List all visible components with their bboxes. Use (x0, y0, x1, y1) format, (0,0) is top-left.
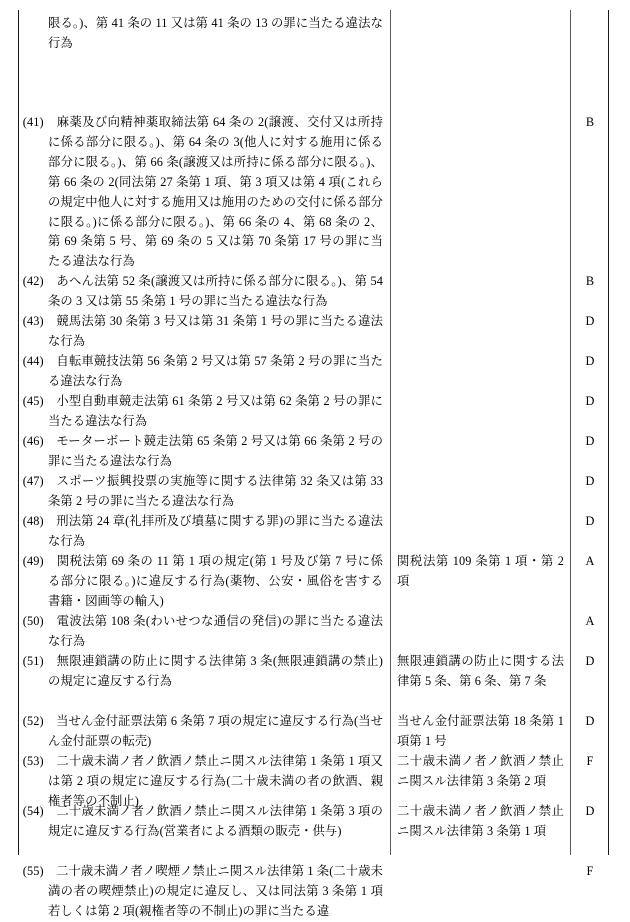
related-provision-cell: 二十歳未満ノ者ノ飲酒ノ禁止ニ関スル法律第 3 条第 2 項 (397, 754, 564, 788)
related-provision-cell: 当せん金付証票法第 18 条第 1 項第 1 号 (397, 714, 564, 748)
related-provision-cell: 関税法第 109 条第 1 項・第 2 項 (397, 554, 564, 588)
offence-description-cell: (51) 無限連鎖講の防止に関する法律第 3 条(無限連鎖講の禁止)の規定に違反する行為 (22, 654, 383, 688)
grade-cell: D (585, 714, 595, 728)
table-rows-container (19, 10, 608, 918)
law-offence-table (18, 10, 609, 918)
grade-cell: D (585, 314, 595, 328)
offence-description-cell: (44) 自転車競技法第 56 条第 2 号又は第 57 条第 2 号の罪に当たる違法な行為 (22, 354, 383, 388)
offence-description-cell: (46) モーターボート競走法第 65 条第 2 号又は第 66 条第 2 号の罪に当たる違法な行為 (22, 434, 383, 468)
offence-description-cell: (49) 関税法第 69 条の 11 第 1 項の規定(第 1 号及び第 7 号に係る部分に限る。)に違反する行為(薬物、公安・風俗を害する書籍・図画等の輸入) (22, 554, 383, 608)
grade-cell: F (586, 864, 594, 878)
grade-cell: D (585, 514, 595, 528)
offence-description-cell: (52) 当せん金付証票法第 6 条第 7 項の規定に違反する行為(当せん金付証票の転売) (22, 714, 383, 748)
offence-description-cell: (55) 二十歳未満ノ者ノ喫煙ノ禁止ニ関スル法律第 1 条(二十歳未満の者の喫煙禁止)の規定に違反し、又は同法第 3 条第 1 項若しくは第 2 項(親権者等の不制止)の罪に当たる違 (22, 864, 383, 918)
grade-cell: D (585, 654, 595, 668)
offence-description-cell: (48) 刑法第 24 章(礼拝所及び墳墓に関する罪)の罪に当たる違法な行為 (22, 514, 383, 548)
grade-cell: A (585, 614, 595, 628)
grade-cell: D (585, 804, 595, 818)
offence-description-cell: 限る。)、第 41 条の 11 又は第 41 条の 13 の罪に当たる違法な行為 (48, 16, 383, 50)
related-provision-cell: 二十歳未満ノ者ノ飲酒ノ禁止ニ関スル法律第 3 条第 1 項 (397, 804, 564, 838)
grade-cell: F (586, 754, 594, 768)
offence-description-cell: (43) 競馬法第 30 条第 3 号又は第 31 条第 1 号の罪に当たる違法な行為 (22, 314, 383, 348)
grade-cell: B (585, 115, 595, 129)
offence-description-cell: (45) 小型自動車競走法第 61 条第 2 号又は第 62 条第 2 号の罪に当たる違法な行為 (22, 394, 383, 428)
offence-description-cell: (42) あへん法第 52 条(譲渡又は所持に係る部分に限る。)、第 54 条の 3 又は第 55 条第 1 号の罪に当たる違法な行為 (22, 274, 383, 308)
offence-description-cell: (53) 二十歳未満ノ者ノ飲酒ノ禁止ニ関スル法律第 1 条第 1 項又は第 2 項の規定に違反する行為(二十歳未満の者の飲酒、親権者等の不制止) (22, 754, 383, 808)
related-provision-cell: 無限連鎖講の防止に関する法律第 5 条、第 6 条、第 7 条 (397, 654, 564, 688)
grade-cell: D (585, 474, 595, 488)
grade-cell: B (585, 274, 595, 288)
grade-cell: D (585, 354, 595, 368)
offence-description-cell: (47) スポーツ振興投票の実施等に関する法律第 32 条又は第 33 条第 2 号の罪に当たる違法な行為 (22, 474, 383, 508)
grade-cell: A (585, 554, 595, 568)
grade-cell: D (585, 394, 595, 408)
offence-description-cell: (50) 電波法第 108 条(わいせつな通信の発信)の罪に当たる違法な行為 (22, 614, 383, 648)
offence-description-cell: (41) 麻薬及び向精神薬取締法第 64 条の 2(譲渡、交付又は所持に係る部分に限る。)、第 64 条の 3(他人に対する施用に係る部分に限る。)、第 66 条(譲渡又は所持に係る部分に限る。)、第 66 条の 2(同法第 27 条第 1 項、第 3 項又は第 4 項(これらの規定中他人に対する施用又は施用のための交付に係る部分に限る。)に係る部分に限る。)、第 66 条の 4、第 68 条の 2、第 69 条第 5 号、第 69 条の 5 又は第 70 条第 17 号の罪に当たる違法な行為 (22, 115, 383, 269)
grade-cell: D (585, 434, 595, 448)
offence-description-cell: (54) 二十歳未満ノ者ノ飲酒ノ禁止ニ関スル法律第 1 条第 3 項の規定に違反する行為(営業者による酒類の販売・供与) (22, 804, 383, 838)
